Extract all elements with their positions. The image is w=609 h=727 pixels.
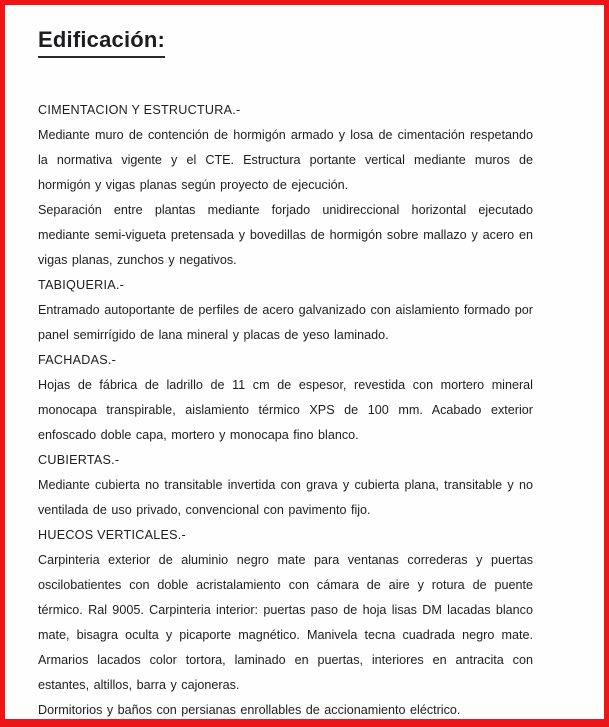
paragraph: Carpinteria exterior de aluminio negro mate para ventanas correderas y puertas oscilobatientes con doble acristalamiento con cámara de aire y rotura de puente térmico. Ral 9005. Carpinteria interior: puertas paso de hoja lisas DM lacadas blanco mate, bisagra oculta y picaporte magnético. Manivela tecna cuadrada negro mate. Armarios lacados color tortora, laminado en puertas, interiores en antracita con estantes, altillos, barra y cajoneras.	[38, 553, 533, 692]
section-fachadas	[38, 348, 533, 448]
section-tabiqueria	[38, 273, 533, 348]
page-title: Edificación:	[38, 27, 165, 58]
section-heading-fachadas: FACHADAS.-	[38, 353, 117, 367]
paragraph: Hojas de fábrica de ladrillo de 11 cm de espesor, revestida con mortero mineral monocapa transpirable, aislamiento térmico XPS de 100 mm. Acabado exterior enfoscado doble capa, mortero y monocapa fino blanco.	[38, 378, 533, 442]
paragraph: Mediante muro de contención de hormigón armado y losa de cimentación respetando la normativa vigente y el CTE. Estructura portante vertical mediante muros de hormigón y vigas planas según proyecto de ejecución.	[38, 128, 533, 192]
section-cubiertas	[38, 448, 533, 523]
document-content	[5, 5, 604, 723]
section-heading-cimentacion: CIMENTACION Y ESTRUCTURA.-	[38, 103, 241, 117]
section-heading-cubiertas: CUBIERTAS.-	[38, 453, 120, 467]
section-cimentacion-y-estructura	[38, 98, 533, 273]
paragraph: Entramado autoportante de perfiles de acero galvanizado con aislamiento formado por panel semirrígido de lana mineral y placas de yeso laminado.	[38, 303, 533, 342]
paragraph: Mediante cubierta no transitable invertida con grava y cubierta plana, transitable y no ventilada de uso privado, convencional con pavimento fijo.	[38, 478, 533, 517]
section-heading-huecos-verticales: HUECOS VERTICALES.-	[38, 528, 186, 542]
section-heading-tabiqueria: TABIQUERIA.-	[38, 278, 125, 292]
paragraph: Dormitorios y baños con persianas enrollables de accionamiento eléctrico.	[38, 703, 461, 717]
section-huecos-verticales	[38, 523, 533, 723]
paragraph: Separación entre plantas mediante forjado unidireccional horizontal ejecutado mediante semi-vigueta pretensada y bovedillas de hormigón sobre mallazo y acero en vigas planas, zunchos y negativos.	[38, 203, 533, 267]
title-wrap	[38, 27, 533, 58]
